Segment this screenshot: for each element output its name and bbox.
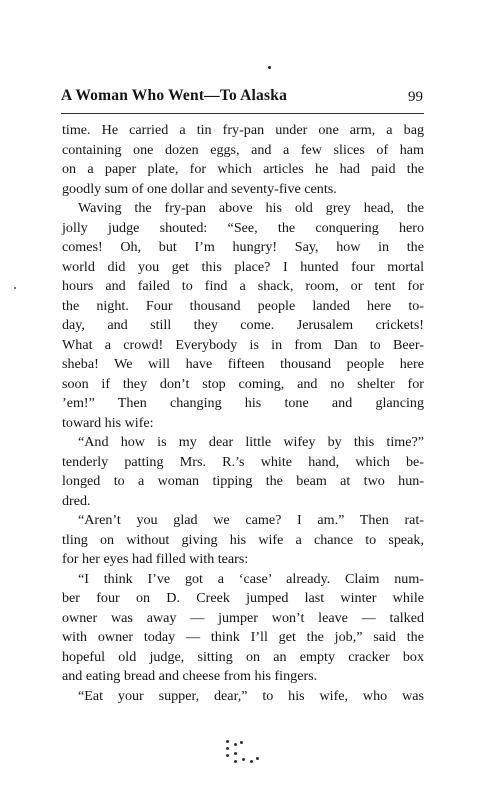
- running-title: A Woman Who Went—To Alaska: [61, 87, 288, 104]
- text-line: dred.: [62, 492, 91, 509]
- text-line: tenderly patting Mrs. R.’s white hand, which be-: [62, 453, 424, 470]
- body-text: [62, 121, 424, 706]
- text-line: “Aren’t you glad we came? I am.” Then rat-: [78, 512, 424, 528]
- text-line: jolly judge shouted: “See, the conquering hero: [62, 219, 424, 236]
- text-line: world did you get this place? I hunted four mortal: [62, 258, 424, 275]
- text-line: sheba! We will have fifteen thousand people here: [62, 356, 424, 372]
- printer-ornament: [222, 738, 262, 778]
- page-number: 99: [408, 89, 423, 105]
- text-line: ber four on D. Creek jumped last winter while: [62, 590, 424, 606]
- text-line: on a paper plate, for which articles he had paid the: [62, 161, 424, 177]
- text-line: tling on without giving his wife a chance to speak,: [62, 531, 424, 548]
- print-speck: [14, 287, 16, 289]
- text-line: soon if they don’t stop coming, and no shelter for: [62, 375, 424, 392]
- text-line: hours and failed to find a shack, room, or tent for: [62, 278, 424, 294]
- print-speck: [268, 66, 271, 69]
- text-line: with owner today — think I’ll get the job,” said the: [62, 629, 424, 645]
- text-line: longed to a woman tipping the beam at two hun-: [62, 473, 424, 489]
- text-line: owner was away — jumper won’t leave — talked: [62, 609, 424, 626]
- text-line: comes! Oh, but I’m hungry! Say, how in the: [62, 239, 424, 255]
- text-line: time. He carried a tin fry-pan under one arm, a bag: [62, 122, 424, 138]
- text-line: for her eyes had filled with tears:: [62, 551, 249, 567]
- text-line: “Eat your supper, dear,” to his wife, who was: [78, 687, 424, 704]
- text-line: hopeful old judge, sitting on an empty cracker box: [62, 648, 424, 665]
- text-line: and eating bread and cheese from his fingers.: [62, 668, 318, 684]
- text-line: toward his wife:: [62, 414, 154, 431]
- text-line: What a crowd! Everybody is in from Dan to Beer-: [62, 336, 424, 353]
- header-rule: [61, 113, 424, 114]
- text-line: ’em!” Then changing his tone and glancing: [62, 395, 424, 411]
- text-line: “I think I’ve got a ‘case’ already. Claim num-: [78, 570, 424, 587]
- text-line: “And how is my dear little wifey by this time?”: [78, 434, 424, 450]
- text-line: containing one dozen eggs, and a few slices of ham: [62, 141, 424, 158]
- running-head: [61, 87, 423, 109]
- text-line: Waving the fry-pan above his old grey head, the: [78, 200, 424, 216]
- text-line: the night. Four thousand people landed here to-: [62, 297, 424, 314]
- text-line: day, and still they come. Jerusalem crickets!: [62, 317, 424, 333]
- text-line: goodly sum of one dollar and seventy-five cents.: [62, 180, 337, 197]
